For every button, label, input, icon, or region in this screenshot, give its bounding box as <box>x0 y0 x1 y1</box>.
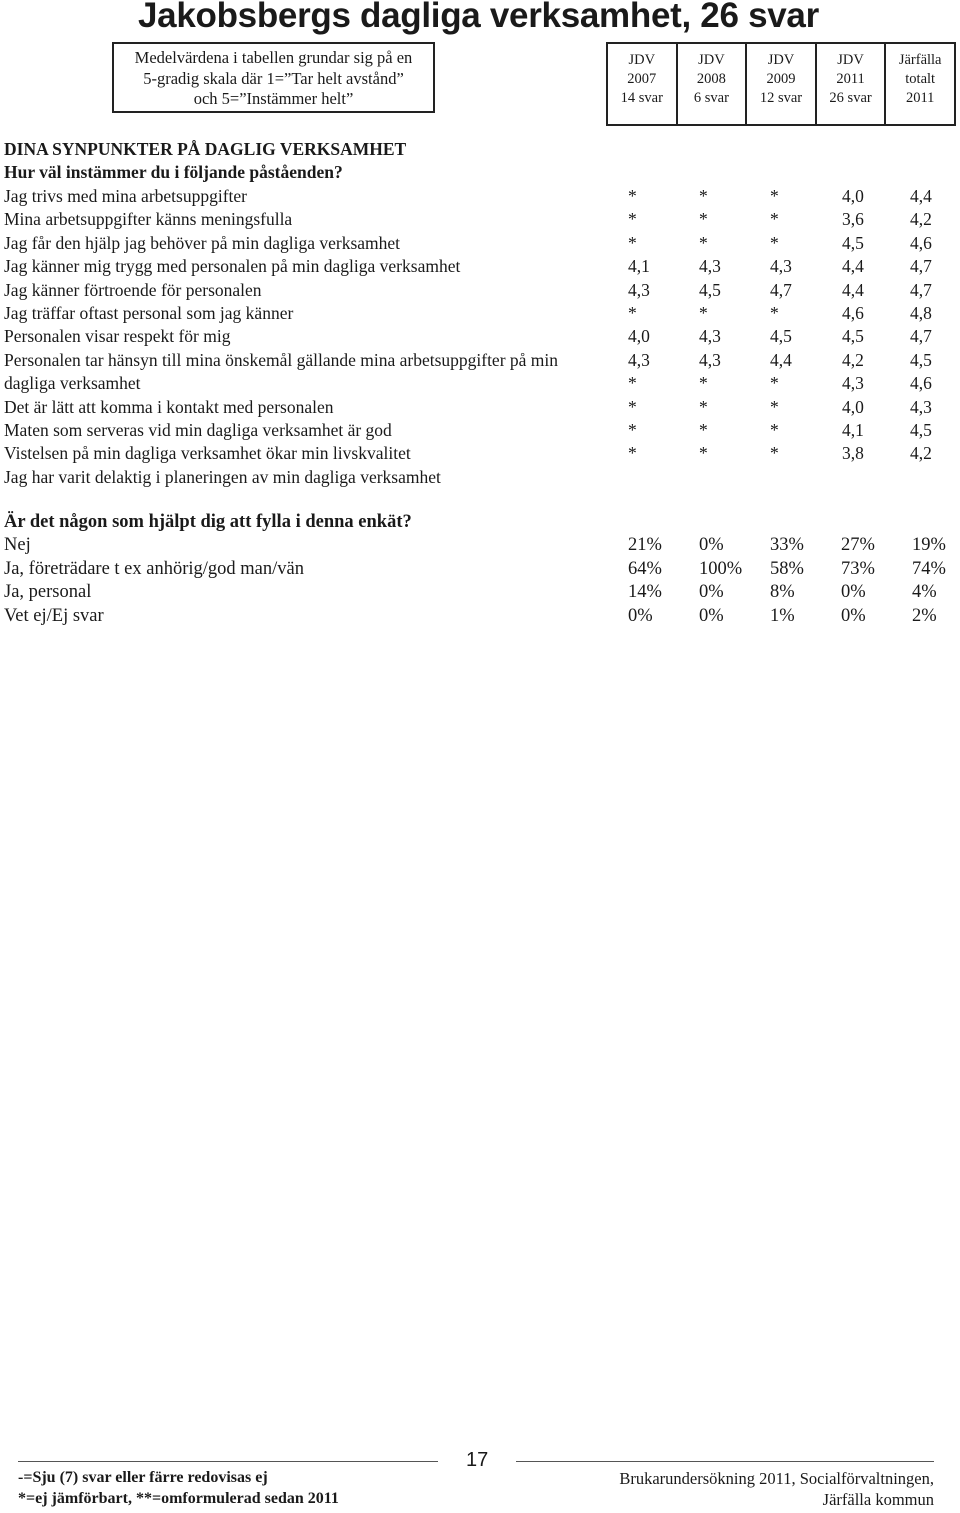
table-row <box>4 350 956 373</box>
scale-note-box <box>112 42 435 113</box>
row-label: Mina arbetsuppgifter känns meningsfulla <box>4 209 293 230</box>
row-label: Jag trivs med mina arbetsuppgifter <box>4 186 247 206</box>
row-label: Personalen visar respekt för mig <box>4 326 231 347</box>
row-value: * <box>699 420 708 440</box>
row-value: * <box>628 209 637 230</box>
row-value: 0% <box>699 605 724 626</box>
column-header-line: 2008 <box>696 71 726 87</box>
row-value: 3,6 <box>842 209 864 230</box>
row-label: Nej <box>4 535 31 555</box>
row-value: 0% <box>841 582 866 602</box>
column-header-line: 2011 <box>836 71 865 87</box>
row-value: 4,1 <box>842 420 864 440</box>
column-header-line: Järfälla <box>898 52 942 68</box>
row-value: * <box>770 209 779 230</box>
row-label: Maten som serveras vid min dagliga verksamhet är god <box>4 420 392 440</box>
row-value: 4,0 <box>628 326 650 347</box>
row-value: 4,3 <box>699 256 721 277</box>
row-label: Ja, företrädare t ex anhörig/god man/vän <box>4 558 304 579</box>
row-value: 4,4 <box>842 279 864 300</box>
row-value: 4,5 <box>842 232 864 253</box>
column-header-line: 2011 <box>905 90 935 106</box>
row-label: Personalen tar hänsyn till mina önskemål gällande mina arbetsuppgifter på min <box>4 349 559 370</box>
row-value: * <box>770 232 779 253</box>
row-value: * <box>770 373 779 394</box>
row-value: * <box>628 303 637 323</box>
scale-note-line: och 5=”Instämmer helt” <box>193 89 354 108</box>
row-value: * <box>628 232 637 253</box>
row-value: 19% <box>912 535 946 555</box>
column-header-jdv-2007 <box>608 44 678 124</box>
row-value: 4,7 <box>770 279 792 300</box>
scale-note-line: Medelvärdena i tabellen grundar sig på en <box>134 48 413 67</box>
table-row <box>4 186 956 209</box>
row-value: * <box>699 443 708 464</box>
row-label: dagliga verksamhet <box>4 373 141 394</box>
table-row <box>4 397 956 420</box>
row-value: 58% <box>770 558 804 579</box>
column-header-line: 6 svar <box>693 90 729 106</box>
row-value: 4% <box>912 582 937 602</box>
column-header-jdv-2009 <box>747 44 817 124</box>
row-value: * <box>770 443 779 464</box>
row-value: 4,5 <box>770 326 792 347</box>
row-value: 4,6 <box>910 373 932 394</box>
row-label: Jag känner mig trygg med personalen på min dagliga verksamhet <box>4 256 461 277</box>
row-value: 4,8 <box>910 303 932 323</box>
column-header-line: 12 svar <box>759 90 803 106</box>
page-title: Jakobsbergs dagliga verksamhet, 26 svar <box>138 0 819 35</box>
row-value: * <box>628 373 637 394</box>
column-header-line: totalt <box>905 71 936 87</box>
row-label: Jag får den hjälp jag behöver på min dagliga verksamhet <box>4 232 401 253</box>
table-row <box>4 233 956 256</box>
row-value: * <box>628 443 637 464</box>
row-value: 4,5 <box>910 349 932 370</box>
row-value: 73% <box>841 558 875 579</box>
row-label: Det är lätt att komma i kontakt med personalen <box>4 396 334 417</box>
row-value: 4,6 <box>910 232 932 253</box>
page-number: 17 <box>466 1449 489 1471</box>
row-value: 4,7 <box>910 326 932 347</box>
row-value: 27% <box>841 535 875 555</box>
row-value: 4,2 <box>910 209 932 230</box>
row-value: 0% <box>841 605 866 626</box>
row-value: 4,5 <box>910 420 932 440</box>
row-value: * <box>699 232 708 253</box>
row-value: * <box>770 303 779 323</box>
row-value: 74% <box>912 558 946 579</box>
column-headers <box>606 42 956 126</box>
table-row <box>4 256 956 279</box>
footnote: -=Sju (7) svar eller färre redovisas ej <box>18 1469 268 1486</box>
row-value: * <box>770 420 779 440</box>
row-value: 4,3 <box>628 279 650 300</box>
table-row <box>4 535 956 558</box>
row-value: 4,4 <box>910 186 932 206</box>
table-row <box>4 582 956 605</box>
row-value: 4,4 <box>770 349 792 370</box>
row-value: 3,8 <box>842 443 864 464</box>
source-note: Brukarundersökning 2011, Socialförvaltningen, <box>619 1469 934 1488</box>
row-value: 4,5 <box>699 279 721 300</box>
row-label: Vistelsen på min dagliga verksamhet ökar min livskvalitet <box>4 443 411 464</box>
table-row <box>4 467 956 490</box>
row-value: 33% <box>770 535 804 555</box>
row-value: 64% <box>628 558 662 579</box>
row-value: 4,4 <box>842 256 864 277</box>
row-value: 4,5 <box>842 326 864 347</box>
row-value: * <box>699 209 708 230</box>
column-header-jdv-2011 <box>817 44 887 124</box>
row-value: 4,1 <box>628 256 650 277</box>
row-value: 1% <box>770 605 795 626</box>
column-header-jdv-2008 <box>678 44 748 124</box>
footer-divider <box>18 1461 438 1462</box>
row-value: 4,3 <box>699 349 721 370</box>
row-value: * <box>699 303 708 323</box>
footer-divider <box>516 1461 934 1462</box>
column-header-line: JDV <box>837 52 864 68</box>
table-row <box>4 373 956 396</box>
table-row <box>4 326 956 349</box>
scale-note-line: 5-gradig skala där 1=”Tar helt avstånd” <box>143 68 404 88</box>
column-header-jarfalla-totalt <box>886 44 954 124</box>
column-header-line: 2007 <box>627 71 657 87</box>
row-value: 4,3 <box>770 256 792 277</box>
row-label: Vet ej/Ej svar <box>4 605 104 626</box>
row-label: Ja, personal <box>4 582 92 602</box>
row-value: 14% <box>628 582 662 602</box>
row-value: * <box>699 373 708 394</box>
row-value: 8% <box>770 582 795 602</box>
column-header-line: JDV <box>767 52 795 68</box>
section-subheading: Hur väl instämmer du i följande påståenden? <box>4 162 343 182</box>
row-value: 4,7 <box>910 256 932 277</box>
row-value: 4,3 <box>628 349 650 370</box>
row-value: * <box>699 186 708 206</box>
footnote: *=ej jämförbart, **=omformulerad sedan 2011 <box>18 1490 339 1507</box>
table-row <box>4 559 956 582</box>
row-value: 4,3 <box>699 326 721 347</box>
column-header-line: JDV <box>628 52 656 68</box>
table-row <box>4 420 956 443</box>
column-header-line: 14 svar <box>620 90 663 106</box>
row-value: 4,3 <box>910 396 932 417</box>
column-header-line: 26 svar <box>829 90 872 106</box>
row-value: 4,0 <box>842 186 864 206</box>
row-label: Jag träffar oftast personal som jag känner <box>4 303 294 323</box>
row-value: 0% <box>699 535 724 555</box>
row-value: * <box>628 186 637 206</box>
row-value: 2% <box>912 605 937 626</box>
section-heading: DINA SYNPUNKTER PÅ DAGLIG VERKSAMHET <box>4 139 407 159</box>
section2-heading: Är det någon som hjälpt dig att fylla i denna enkät? <box>4 512 412 532</box>
row-value: 100% <box>699 558 743 579</box>
row-value: 4,7 <box>910 279 932 300</box>
table-row <box>4 303 956 326</box>
row-value: * <box>699 396 708 417</box>
row-value: 21% <box>628 535 662 555</box>
row-value: 0% <box>699 582 724 602</box>
row-value: 0% <box>628 605 653 626</box>
row-value: 4,0 <box>842 396 864 417</box>
row-value: 4,2 <box>910 443 932 464</box>
table-row <box>4 606 956 629</box>
source-note: Järfälla kommun <box>822 1490 934 1509</box>
row-value: 4,2 <box>842 349 864 370</box>
row-value: * <box>628 420 637 440</box>
row-label: Jag känner förtroende för personalen <box>4 279 262 300</box>
table-row <box>4 443 956 466</box>
row-label: Jag har varit delaktig i planeringen av min dagliga verksamhet <box>4 466 441 487</box>
row-value: 4,6 <box>842 303 864 323</box>
row-value: * <box>770 186 779 206</box>
column-header-line: JDV <box>698 52 725 68</box>
row-value: * <box>628 396 637 417</box>
column-header-line: 2009 <box>766 71 796 87</box>
table-row <box>4 280 956 303</box>
table-row <box>4 209 956 232</box>
row-value: 4,3 <box>842 373 864 394</box>
row-value: * <box>770 396 779 417</box>
